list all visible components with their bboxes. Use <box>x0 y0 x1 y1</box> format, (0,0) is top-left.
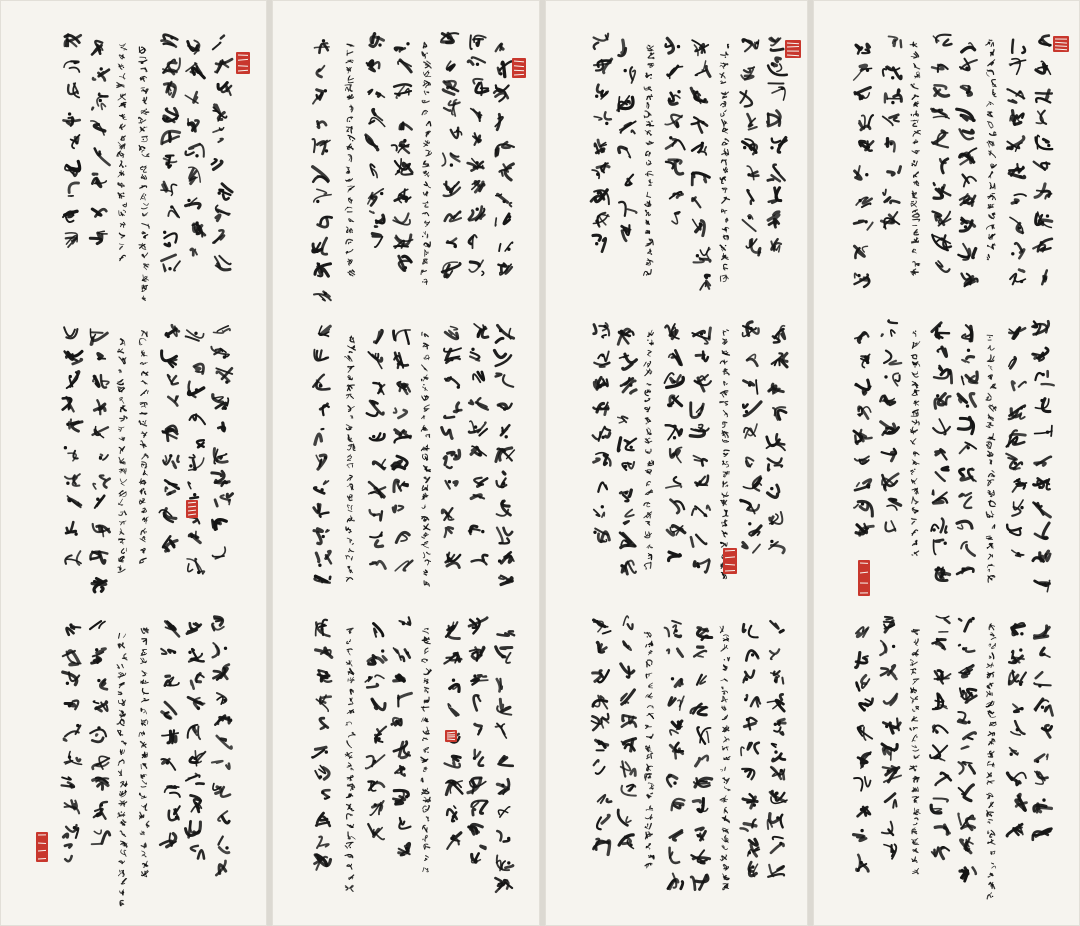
text-column <box>494 44 514 275</box>
annotation-column <box>139 331 148 564</box>
text-column <box>185 41 205 256</box>
text-column <box>767 621 787 877</box>
annotation-column <box>720 44 730 282</box>
text-column <box>186 330 205 574</box>
scroll-panel-4 <box>813 0 1080 926</box>
text-column <box>665 324 685 561</box>
text-column <box>442 327 462 568</box>
text-column <box>931 35 951 272</box>
text-column <box>212 36 232 270</box>
text-column <box>854 44 874 287</box>
text-column <box>442 33 462 278</box>
text-column <box>313 326 331 583</box>
brush-calligraphy <box>272 0 540 926</box>
calligraphy-section <box>854 35 1053 287</box>
annotation-column <box>720 330 730 579</box>
text-column <box>90 41 109 244</box>
text-column <box>957 43 978 286</box>
text-column <box>593 323 611 542</box>
calligraphy-section <box>854 616 1053 899</box>
red-seal-stamp <box>236 52 250 74</box>
text-column <box>767 326 788 553</box>
text-column <box>312 620 331 870</box>
text-column <box>854 332 873 535</box>
text-column <box>367 330 386 568</box>
annotation-column <box>644 330 654 569</box>
text-column <box>618 329 637 574</box>
annotation-column <box>910 630 921 875</box>
text-column <box>63 35 81 248</box>
text-column <box>366 33 385 247</box>
text-column <box>392 617 412 855</box>
calligraphy-section <box>854 320 1054 591</box>
text-column <box>468 618 488 863</box>
red-seal-stamp <box>1053 36 1069 52</box>
text-column <box>592 620 612 855</box>
annotation-column <box>345 336 356 581</box>
text-column <box>90 329 109 592</box>
text-column <box>495 631 514 892</box>
brush-calligraphy <box>813 0 1080 926</box>
annotation-column <box>421 42 431 284</box>
scroll-panel-2 <box>272 0 540 926</box>
annotation-column <box>139 628 149 877</box>
calligraphy-section <box>312 617 514 892</box>
text-column <box>957 325 977 574</box>
text-column <box>691 40 710 290</box>
calligraphy-section <box>593 322 787 579</box>
annotation-column <box>421 332 430 586</box>
text-column <box>618 616 636 848</box>
red-seal-stamp <box>186 500 198 518</box>
text-column <box>63 327 82 565</box>
text-column <box>958 617 976 881</box>
text-column <box>1006 328 1026 557</box>
text-column <box>90 621 110 844</box>
text-column <box>880 320 901 531</box>
text-column <box>62 623 82 861</box>
text-column <box>161 35 180 272</box>
calligraphy-section <box>63 325 233 592</box>
calligraphy-section <box>313 324 514 586</box>
brush-calligraphy <box>0 0 267 926</box>
text-column <box>740 39 760 255</box>
text-column <box>186 623 206 858</box>
annotation-column <box>117 633 127 905</box>
annotation-column <box>644 45 654 275</box>
annotation-column <box>345 44 355 276</box>
text-column <box>365 624 386 840</box>
annotation-column <box>139 47 149 300</box>
brush-calligraphy <box>545 0 808 926</box>
text-column <box>1033 36 1052 285</box>
text-column <box>767 38 786 252</box>
red-seal-stamp <box>858 560 870 596</box>
text-column <box>313 39 332 301</box>
annotation-column <box>910 42 920 275</box>
text-column <box>211 326 232 559</box>
calligraphy-section <box>62 617 232 906</box>
text-column <box>665 621 685 889</box>
annotation-column <box>421 628 431 872</box>
red-seal-stamp <box>36 832 48 862</box>
calligraphy-section <box>313 33 514 301</box>
text-column <box>212 617 232 875</box>
text-column <box>930 616 951 859</box>
text-column <box>665 38 684 223</box>
text-column <box>160 621 180 846</box>
text-column <box>741 624 761 876</box>
calligraphy-section <box>63 35 232 301</box>
red-seal-stamp <box>512 58 526 78</box>
calligraphy-section <box>591 34 787 290</box>
red-seal-stamp <box>445 730 457 742</box>
annotation-column <box>117 339 127 573</box>
scroll-panel-3 <box>545 0 808 926</box>
annotation-column <box>117 44 127 261</box>
red-seal-stamp <box>785 40 801 58</box>
annotation-column <box>345 628 355 891</box>
text-column <box>495 325 515 584</box>
annotation-column <box>910 331 920 556</box>
text-column <box>880 617 901 859</box>
annotation-column <box>644 632 654 868</box>
text-column <box>1033 626 1053 840</box>
text-column <box>854 627 873 871</box>
annotation-column <box>720 626 730 890</box>
text-column <box>469 324 488 565</box>
text-column <box>617 40 636 241</box>
text-column <box>690 328 711 572</box>
text-column <box>1032 321 1053 591</box>
text-column <box>691 628 712 890</box>
text-column <box>741 322 762 553</box>
annotation-column <box>986 40 997 260</box>
text-column <box>591 34 612 252</box>
text-column <box>159 325 179 551</box>
text-column <box>1007 40 1026 285</box>
text-column <box>1007 623 1026 836</box>
text-column <box>392 330 413 571</box>
text-column <box>881 36 901 228</box>
calligraphy-section <box>592 616 788 890</box>
red-seal-stamp <box>723 548 737 574</box>
text-column <box>468 35 488 275</box>
text-column <box>931 323 951 581</box>
text-column <box>392 42 413 270</box>
scroll-panel-1 <box>0 0 267 926</box>
annotation-column <box>986 335 996 582</box>
annotation-column <box>986 624 996 899</box>
